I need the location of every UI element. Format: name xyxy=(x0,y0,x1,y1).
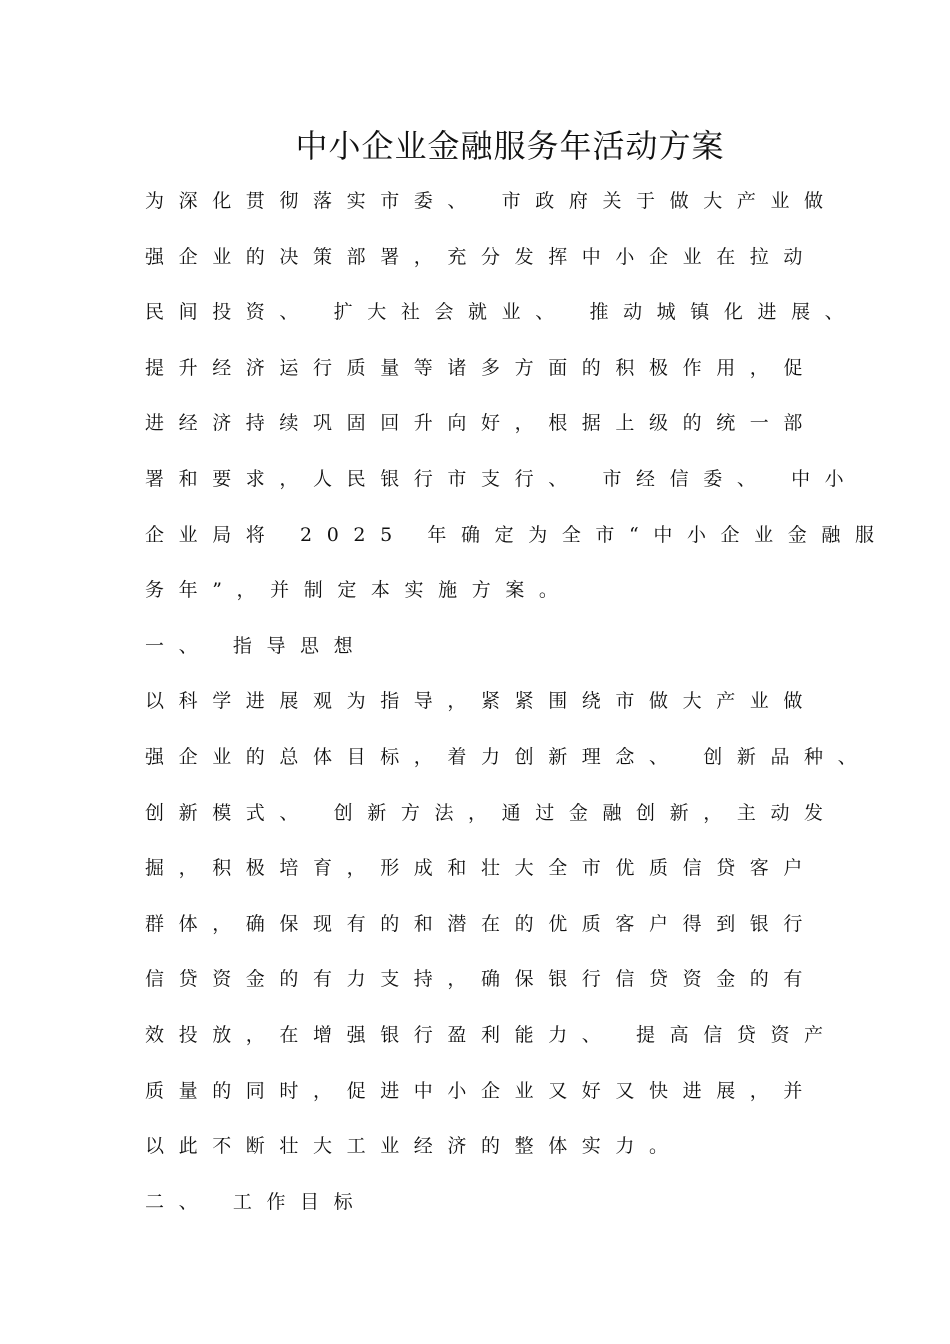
paragraph-line: 企业局将 2025 年确定为全市“中小企业金融服 xyxy=(145,523,889,546)
paragraph-line: 以科学进展观为指导，紧紧围绕市做大产业做 xyxy=(145,690,818,713)
section-heading-work-goals: 二、 工作目标 xyxy=(145,1190,368,1213)
paragraph-line: 民间投资、 扩大社会就业、 推动城镇化进展、 xyxy=(145,301,859,324)
paragraph-line: 以此不断壮大工业经济的整体实力。 xyxy=(145,1135,683,1158)
paragraph-line: 掘，积极培育，形成和壮大全市优质信贷客户 xyxy=(145,857,818,880)
document-body xyxy=(145,174,889,1230)
paragraph-line: 提升经济运行质量等诸多方面的积极作用，促 xyxy=(145,356,818,379)
paragraph-line: 群体，确保现有的和潜在的优质客户得到银行 xyxy=(145,912,818,935)
paragraph-line: 信贷资金的有力支持，确保银行信贷资金的有 xyxy=(145,968,818,991)
paragraph-line: 创新模式、 创新方法，通过金融创新，主动发 xyxy=(145,801,838,824)
paragraph-line: 为深化贯彻落实市委、 市政府关于做大产业做 xyxy=(145,190,838,212)
paragraph-line: 强企业的总体目标，着力创新理念、 创新品种、 xyxy=(145,745,872,768)
paragraph-line: 效投放，在增强银行盈利能力、 提高信贷资产 xyxy=(145,1023,838,1046)
document-title: 中小企业金融服务年活动方案 xyxy=(295,127,725,165)
paragraph-line: 进经济持续巩固回升向好，根据上级的统一部 xyxy=(145,412,818,435)
section-heading-guiding-ideology: 一、 指导思想 xyxy=(145,634,368,657)
paragraph-line: 务年”，并制定本实施方案。 xyxy=(145,579,573,602)
paragraph-line: 强企业的决策部署，充分发挥中小企业在拉动 xyxy=(145,245,818,268)
paragraph-line: 质量的同时，促进中小企业又好又快进展，并 xyxy=(145,1079,818,1102)
paragraph-line: 署和要求，人民银行市支行、 市经信委、 中小 xyxy=(145,467,859,490)
